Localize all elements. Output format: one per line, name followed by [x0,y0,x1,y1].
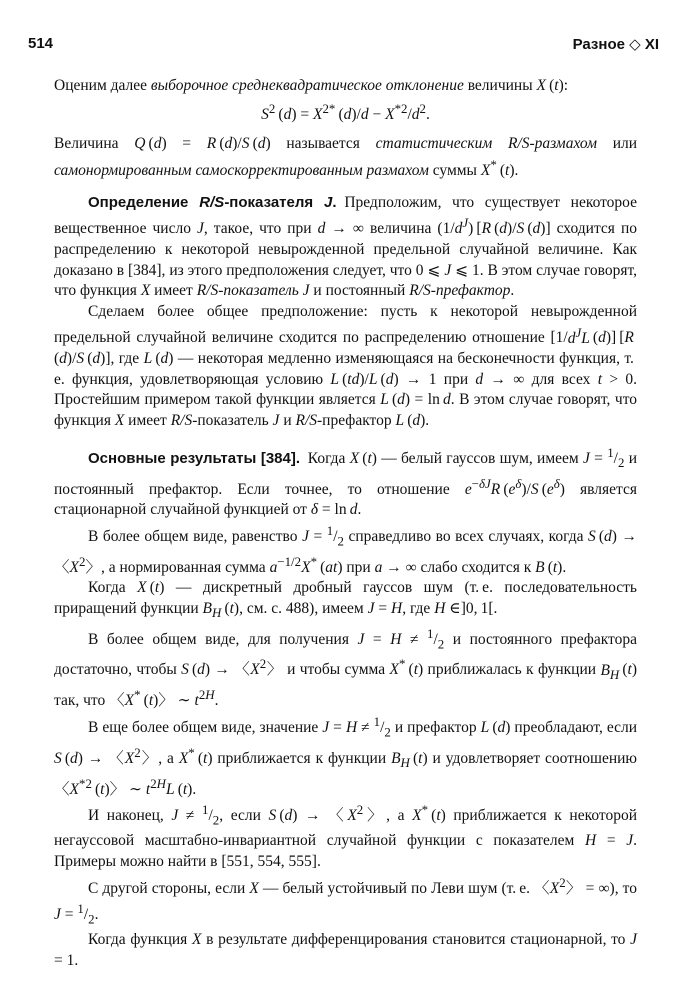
paragraph: Величина Q (d) = R (d)/S (d) называется статистическим R/S-размахом или самонормированным самоскорректированным размахом суммы X* (t). [54,135,638,180]
run-in-heading: Основные результаты [384]. [88,449,301,467]
paragraph: В более общем виде, для получения $J = H \ne ^1/_2$ и постоянного префактора достаточно, чтобы S (d) → 〈$X^2$〉 и чтобы сумма X* (t) приближалась к функции $B_H$ (t) так, что 〈X* (t)〉 ∼ $t^{2H}$. [54,625,637,710]
section-title: Разное ◇ XI [572,36,659,53]
paragraph: В более общем виде, равенство $J = ^1/_2$ справедливо во всех случаях, когда S (d) → 〈$X^2$〉, а нормированная сумма $a^{-1/2}X^*$ (at) при a → ∞ слабо сходится к B (t). [54,522,637,576]
page-number: 514 [28,35,54,52]
results-paragraph [54,443,637,521]
paragraph: И наконец, $J \ne ^1/_2$, если S (d) → 〈$X^2$〉, а X* (t) приближается к некоторой негауссовой масштабно-инвариантной случайной функции с показателем H = J. Примеры можно найти в [551, 554, 555]. [54,802,637,870]
text-body [54,76,637,971]
paragraph-text: Когда X (t) — белый гауссов шум, имеем $J = ^1/_2$ и постоянный префактор. Если точнее, то отношение $e^{-\delta J}R$ $(e^\delta)/S$ $(e^\delta)$ является стационарной случайной функцией от δ = ln d. [54,444,638,519]
running-header [28,35,659,57]
paragraph-text: Предположим, что существует некоторое вещественное число J, такое, что при d → ∞ величина $(1/d^J)$ [R (d)/S (d)] сходится по распределению к некоторой невырожденной предельной случайной величине. Как доказано в [384], из этого предположения следует, что 0 ⩽ J ⩽ 1. В этом случае говорят, что функция X имеет R/S-показатель J и постоянный R/S-префактор. [54,193,637,300]
definition-paragraph [54,193,637,302]
run-in-heading: Определение R/S-показателя J. [88,193,337,211]
paragraph: Когда X (t) — дискретный дробный гауссов шум (т. е. последовательность приращений функции $B_H$ (t), см. с. 488), имеем J = H, где H ∈]0, 1[. [54,579,637,620]
paragraph: В еще более общем виде, значение $J = H \ne ^1/_2$ и префактор L (d) преобладают, если S (d) → 〈$X^2$〉, а X* (t) приближается к функции $B_H$ (t) и удовлетворяет соотношению 〈$X^{*2}$ (t)〉 ∼ $t^{2H}L$ (t). [54,714,637,798]
display-formula: $S^2$ $(d) = X^{2*}$ $(d)/d - X^{*2}/d^2$. [261,100,430,123]
paragraph: Когда функция X в результате дифференцирования становится стационарной, то J = 1. [54,931,637,969]
paragraph: Сделаем более общее предположение: пусть к некоторой невырожденной предельной случайной величине сходится по распределению отношение [$1/d^JL$ (d)] [R (d)/S (d)], где L (d) — некоторая медленно изменяющаяся на бесконечности функция, т. е. функция, удовлетворяющая условию L (td)/L (d) → 1 при d → ∞ для всех t > 0. Простейшим примером такой функции является L (d) = ln d. В этом случае говорят, что функция X имеет R/S-показатель J и R/S-префактор L (d). [54,302,638,429]
paragraph: Оценим далее выборочное среднеквадратическое отклонение величины X (t): [54,77,569,94]
paragraph: С другой стороны, если X — белый устойчивый по Леви шум (т. е. 〈$X^2$〉 = ∞), то $J = ^1/_2$. [54,874,637,927]
